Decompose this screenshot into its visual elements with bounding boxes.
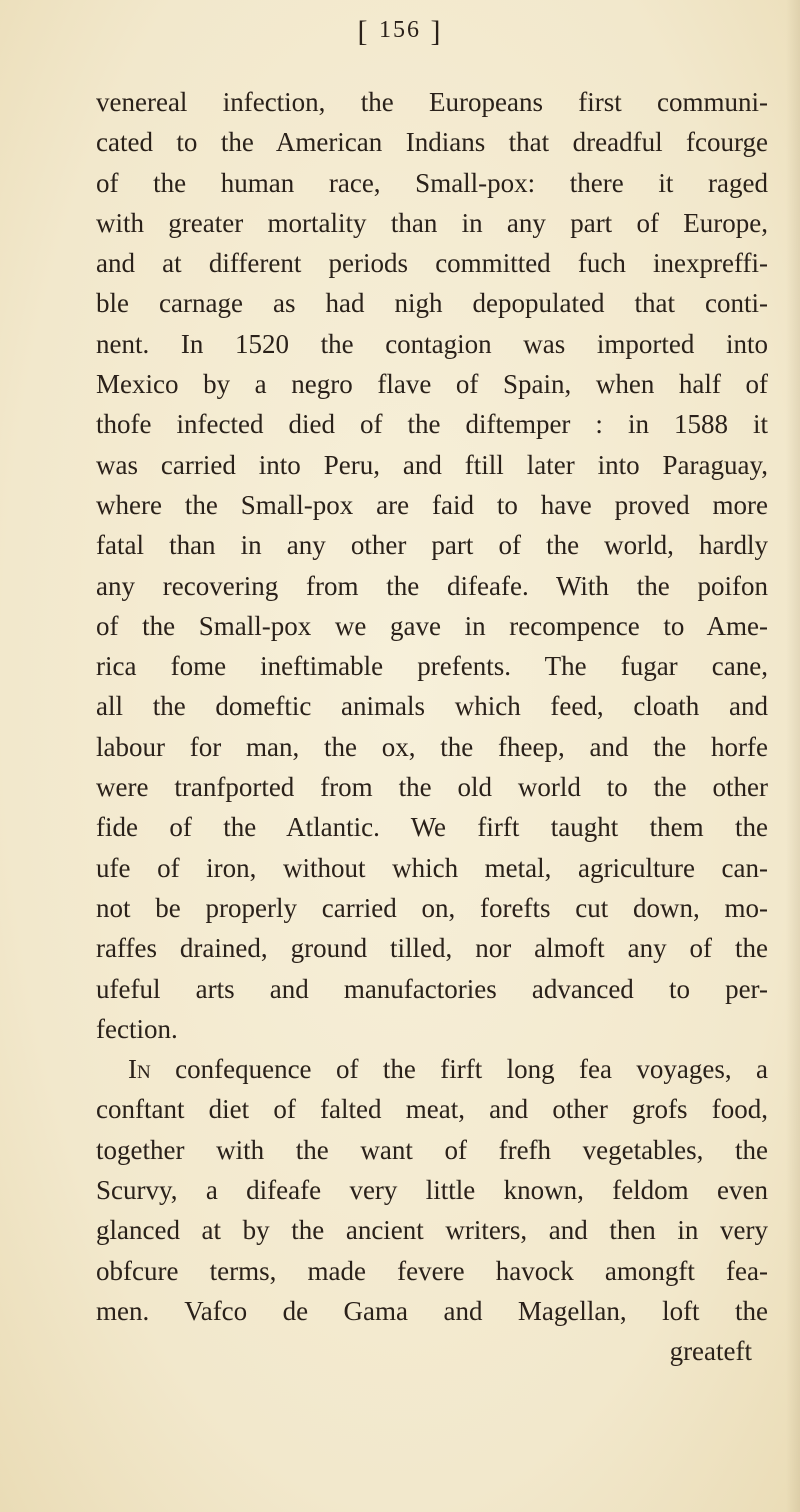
- text-line: raffes drained, ground tilled, nor almoft any of the: [96, 933, 768, 964]
- text-line: [96, 1049, 768, 1089]
- paragraph-1: [96, 82, 768, 1049]
- text-line: venereal infection, the Europeans first communi-: [96, 87, 768, 117]
- text-line: ufeful arts and manufactories advanced to per-: [96, 973, 768, 1004]
- catchword: greateft: [669, 1336, 752, 1367]
- text-line: thofe infected died of the diftemper : in 1588 it: [96, 409, 768, 440]
- text-line: nent. In 1520 the contagion was imported into: [96, 328, 768, 359]
- text-line: labour for man, the ox, the fheep, and the horfe: [96, 731, 768, 762]
- header-bracket-open: [: [357, 15, 370, 48]
- text-line: ble carnage as had nigh depopulated that conti-: [96, 288, 768, 319]
- page-edge-shadow: [786, 0, 800, 1512]
- text-line: together with the want of frefh vegetables, the: [96, 1134, 768, 1165]
- text-line: all the domeftic animals which feed, cloath and: [96, 691, 768, 722]
- page-header: [0, 10, 800, 52]
- text-line: fide of the Atlantic. We firft taught them the: [96, 812, 768, 843]
- text-line: glanced at by the ancient writers, and then in very: [96, 1215, 768, 1246]
- text-line: was carried into Peru, and ftill later into Paraguay,: [96, 449, 768, 480]
- text-line: and at different periods committed fuch inexpreffi-: [96, 248, 768, 279]
- text-line-rest: confequence of the firft long fea voyages, a: [150, 1054, 768, 1085]
- text-line: were tranfported from the old world to the other: [96, 772, 768, 803]
- text-line: men. Vafco de Gama and Magellan, loft the: [96, 1295, 768, 1326]
- text-line: Mexico by a negro flave of Spain, when half of: [96, 369, 768, 400]
- page-number: 156: [379, 17, 421, 43]
- text-line: fection.: [96, 1013, 178, 1044]
- text-line: where the Small-pox are faid to have proved more: [96, 489, 768, 520]
- text-line: rica fome ineftimable prefents. The fugar cane,: [96, 651, 768, 682]
- text-line: any recovering from the difeafe. With the poifon: [96, 570, 768, 601]
- text-line: cated to the American Indians that dreadful fcourge: [96, 127, 768, 158]
- text-line: of the human race, Small-pox: there it raged: [96, 167, 768, 198]
- drop-word: In: [128, 1054, 151, 1085]
- text-line: ufe of iron, without which metal, agriculture can-: [96, 852, 768, 883]
- paragraph-2: [96, 1049, 768, 1331]
- header-bracket-close: ]: [430, 15, 443, 48]
- text-line: with greater mortality than in any part of Europe,: [96, 207, 768, 238]
- text-line: of the Small-pox we gave in recompence to Ame-: [96, 610, 768, 641]
- text-line: Scurvy, a difeafe very little known, feldom even: [96, 1175, 768, 1206]
- text-line: not be properly carried on, forefts cut down, mo-: [96, 892, 768, 923]
- text-line: fatal than in any other part of the world, hardly: [96, 530, 768, 561]
- body-text: [96, 82, 768, 1372]
- text-line: obfcure terms, made fevere havock amongft fea-: [96, 1255, 768, 1286]
- text-line: conftant diet of falted meat, and other grofs food,: [96, 1094, 768, 1125]
